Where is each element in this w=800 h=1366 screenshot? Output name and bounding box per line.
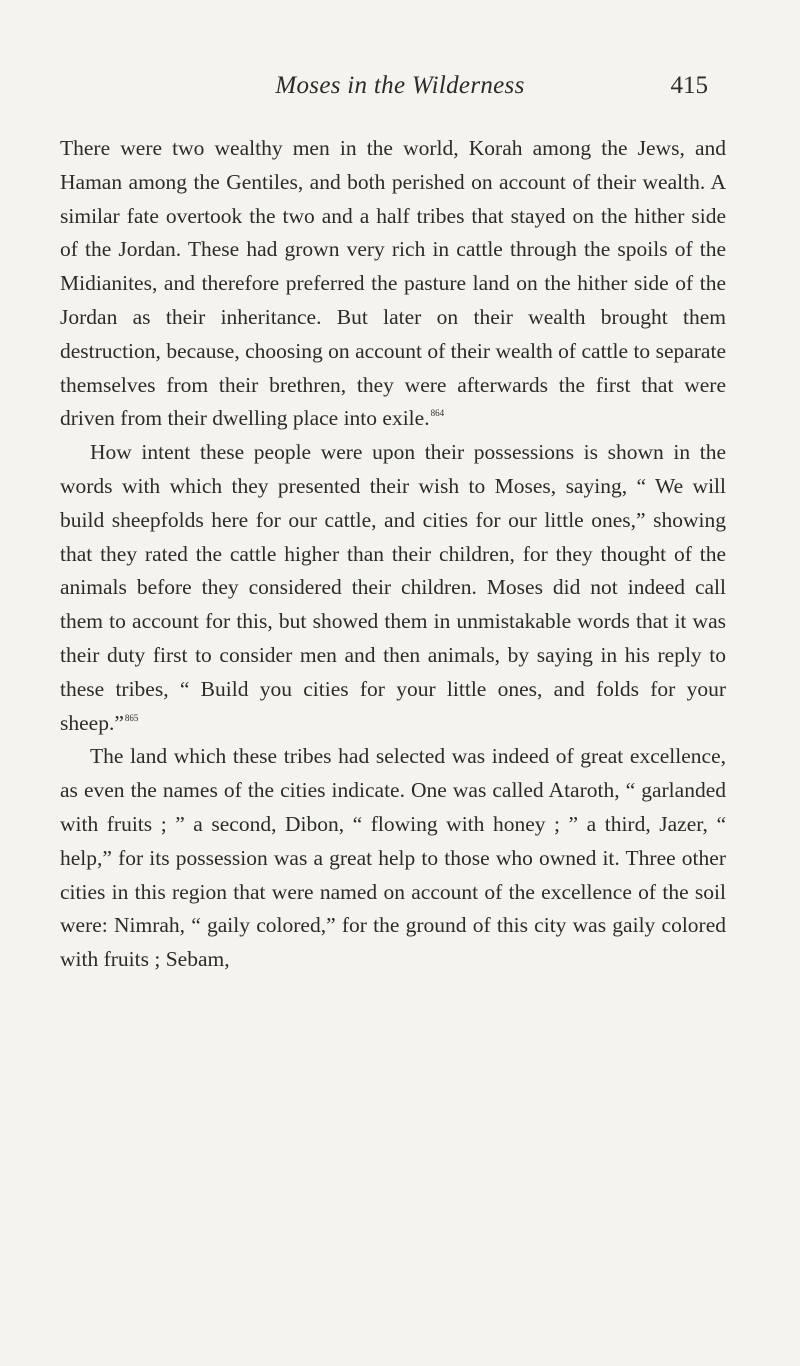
paragraph-1-text: There were two wealthy men in the world, Korah among the Jews, and Haman among the Gentiles, and both perished on account of their wealth. A similar fate overtook the two and a half tribes that stayed on the hither side of the Jordan. These had grown very rich in cattle through the spoils of the Midianites, and therefore preferred the pasture land on the hither side of the Jordan as their inheritance. But later on their wealth brought them destruction, because, choosing on account of their wealth of cattle to separate themselves from their brethren, they were afterwards the first that were driven from their dwelling place into exile. [60, 136, 726, 431]
footnote-marker-864: 864 [430, 408, 445, 419]
page-number: 415 [670, 72, 708, 99]
body-text [60, 132, 726, 977]
running-title: Moses in the Wilderness [275, 72, 525, 99]
paragraph-3 [60, 740, 726, 977]
paragraph-1 [60, 132, 726, 436]
paragraph-2-text: How intent these people were upon their possessions is shown in the words with which they presented their wish to Moses, saying, “ We will build sheepfolds here for our cattle, and cities for our little ones,” showing that they rated the cattle higher than their children, for they thought of the animals before they considered their children. Moses did not indeed call them to account for this, but showed them in unmistakable words that it was their duty first to consider men and then animals, by saying in his reply to these tribes, “ Build you cities for your little ones, and folds for your sheep.” [60, 440, 726, 735]
page-header [0, 72, 800, 112]
footnote-marker-865: 865 [124, 712, 139, 723]
paragraph-3-text: The land which these tribes had selected was indeed of great excellence, as even the names of the cities indicate. One was called Ataroth, “ garlanded with fruits ; ” a second, Dibon, “ flowing with honey ; ” a third, Jazer, “ help,” for its possession was a great help to those who owned it. Three other cities in this region that were named on account of the excellence of the soil were: Nimrah, “ gaily colored,” for the ground of this city was gaily colored with fruits ; Sebam, [60, 744, 726, 972]
paragraph-2 [60, 436, 726, 740]
